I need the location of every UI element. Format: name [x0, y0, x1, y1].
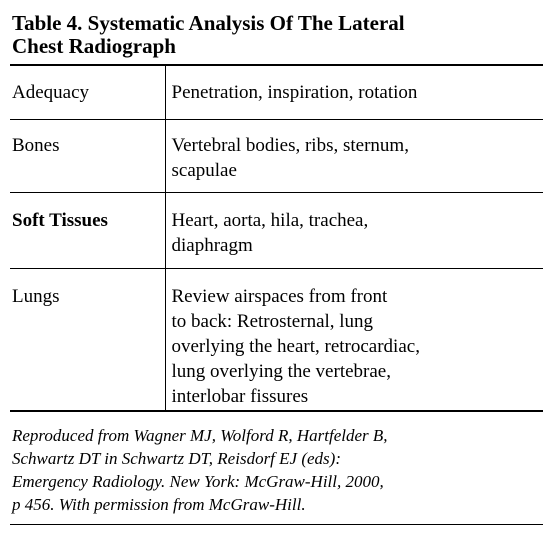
row-desc-adequacy [165, 66, 543, 119]
desc-line: diaphragm [171, 234, 253, 256]
table-row [10, 192, 543, 268]
table-row [10, 268, 543, 411]
bottom-rule [10, 524, 543, 525]
row-desc-bones [165, 119, 543, 192]
desc-line: Heart, aorta, hila, trachea, [171, 209, 369, 231]
desc-line: lung overlying the vertebrae, [171, 360, 391, 382]
desc-line: scapulae [171, 159, 237, 181]
footnote-line: Reproduced from Wagner MJ, Wolford R, Hartfelder B, [12, 426, 388, 445]
table-row [10, 66, 543, 119]
table-title-line-2: Chest Radiograph [12, 34, 176, 58]
footnote-line: Emergency Radiology. New York: McGraw-Hill, 2000, [12, 472, 384, 491]
footnote-line: p 456. With permission from McGraw-Hill. [12, 495, 306, 514]
analysis-table [10, 66, 543, 412]
footnote [10, 412, 543, 516]
desc-line: Vertebral bodies, ribs, sternum, [171, 134, 409, 156]
table-title [10, 8, 462, 58]
desc-line: interlobar fissures [171, 385, 309, 407]
row-desc-soft-tissues [165, 192, 543, 268]
row-desc-lungs [165, 268, 543, 411]
table-row [10, 119, 543, 192]
desc-line: Review airspaces from front [171, 285, 388, 307]
table-title-line-1: Table 4. Systematic Analysis Of The Lateral [12, 11, 405, 35]
desc-line: overlying the heart, retrocardiac, [171, 335, 420, 357]
row-label-adequacy: Adequacy [10, 66, 165, 119]
row-label-lungs: Lungs [10, 268, 165, 411]
row-label-bones: Bones [10, 119, 165, 192]
row-label-soft-tissues: Soft Tissues [10, 192, 165, 268]
document [10, 8, 543, 525]
footnote-line: Schwartz DT in Schwartz DT, Reisdorf EJ (eds): [12, 449, 341, 468]
desc-line: Penetration, inspiration, rotation [171, 82, 418, 103]
desc-line: to back: Retrosternal, lung [171, 310, 374, 332]
